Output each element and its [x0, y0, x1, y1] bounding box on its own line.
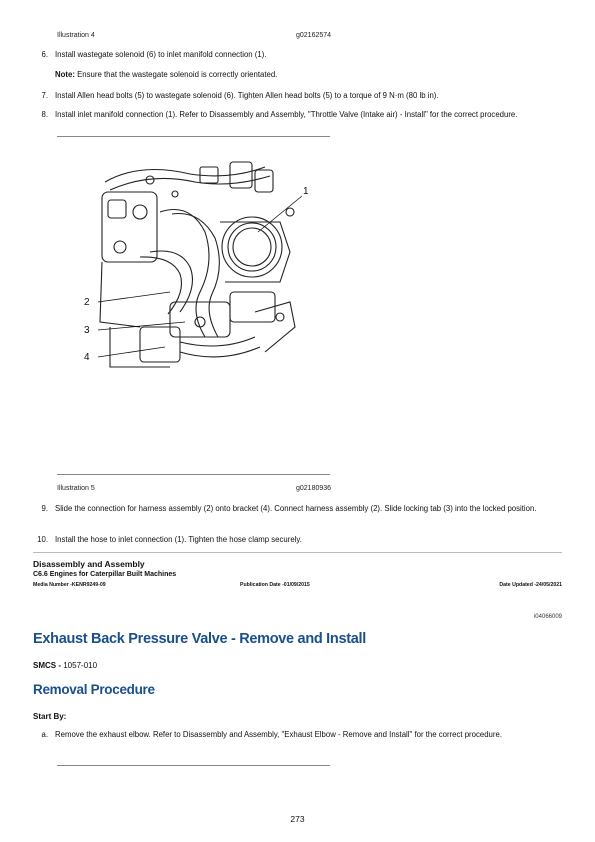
callout-3: 3	[84, 325, 90, 336]
callout-4: 4	[84, 352, 90, 363]
callout-1: 1	[303, 186, 309, 197]
media-number: Media Number -KENR9249-09	[33, 582, 106, 588]
publication-date: Publication Date -01/09/2015	[240, 582, 310, 588]
header-divider	[33, 552, 562, 553]
note-label: Note:	[55, 70, 75, 79]
step-number: 6.	[41, 50, 48, 59]
date-updated: Date Updated -24/05/2021	[499, 582, 562, 588]
divider	[57, 765, 330, 766]
doc-id: i04066009	[533, 614, 562, 620]
illustration-4-label: Illustration 4	[57, 32, 95, 39]
doc-subtitle: C6.6 Engines for Caterpillar Built Machines	[33, 571, 177, 578]
smcs-code: 1057-010	[63, 661, 98, 670]
divider	[57, 474, 330, 475]
step-text: Install Allen head bolts (5) to wastegate solenoid (6). Tighten Allen head bolts (5) to a torque of 9 N·m (80 lb in).	[55, 91, 439, 100]
doc-title: Disassembly and Assembly	[33, 559, 145, 569]
illustration-5-label: Illustration 5	[57, 485, 95, 492]
section-title: Exhaust Back Pressure Valve - Remove and Install	[33, 631, 366, 647]
step-number: a.	[41, 730, 48, 739]
subsection-title: Removal Procedure	[33, 682, 155, 697]
page-number: 273	[290, 814, 305, 824]
step-text: Remove the exhaust elbow. Refer to Disassembly and Assembly, "Exhaust Elbow - Remove and Install" for the correct procedure.	[55, 730, 502, 739]
step-text: Install inlet manifold connection (1). Refer to Disassembly and Assembly, "Throttle Valve (Intake air) - Install" for the correct procedure.	[55, 110, 518, 119]
illustration-5-code: g02180936	[296, 485, 332, 492]
step-number: 7.	[41, 91, 48, 100]
step-number: 9.	[41, 504, 48, 513]
illustration-4-code: g02162574	[296, 32, 332, 39]
divider	[57, 136, 330, 137]
smcs-label: SMCS -	[33, 661, 61, 670]
step-text: Install wastegate solenoid (6) to inlet manifold connection (1).	[55, 50, 267, 59]
step-text: Install the hose to inlet connection (1). Tighten the hose clamp securely.	[55, 535, 302, 544]
engine-illustration	[80, 152, 310, 377]
step-number: 10.	[37, 535, 48, 544]
smcs	[33, 661, 97, 670]
step-number: 8.	[41, 110, 48, 119]
note-text: Ensure that the wastegate solenoid is correctly orientated.	[77, 70, 278, 79]
step-text: Slide the connection for harness assembly (2) onto bracket (4). Connect harness assembly (2). Slide locking tab (3) into the locked position.	[55, 504, 537, 513]
callout-2: 2	[84, 297, 90, 308]
start-by-label: Start By:	[33, 712, 67, 721]
